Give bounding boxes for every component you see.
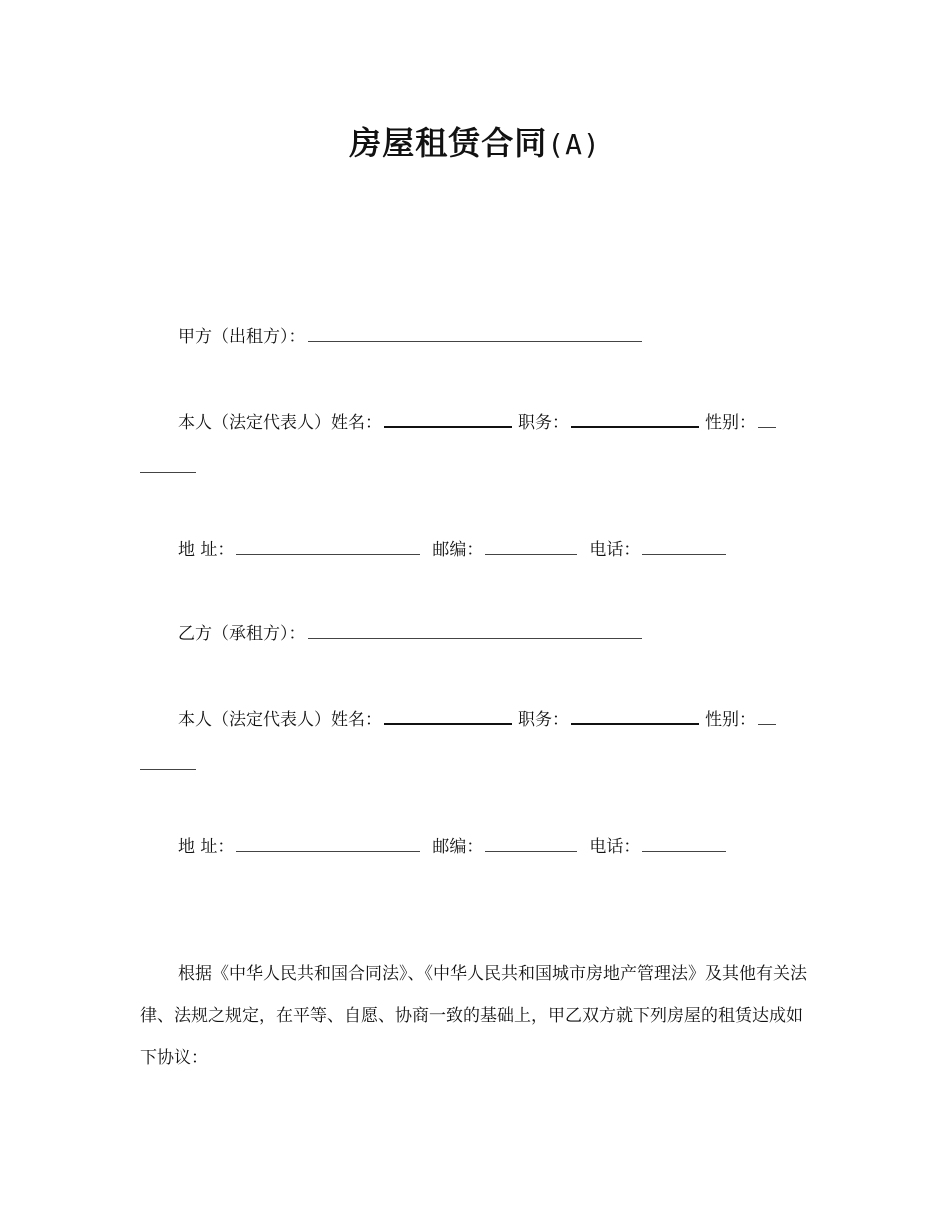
party-b-position-label: 职务： bbox=[518, 710, 569, 730]
document-title bbox=[0, 118, 950, 164]
party-a-position-label: 职务： bbox=[518, 413, 569, 433]
party-b-gender-label: 性别： bbox=[705, 710, 756, 730]
party-b-address-blank[interactable] bbox=[236, 835, 420, 852]
party-a-postcode-label: 邮编： bbox=[432, 540, 484, 560]
party-b-phone-blank[interactable] bbox=[642, 835, 726, 852]
party-b-line bbox=[178, 622, 648, 646]
party-a-phone-blank[interactable] bbox=[642, 538, 726, 555]
party-a-address-line bbox=[178, 538, 732, 562]
party-a-rep-line bbox=[178, 410, 776, 435]
party-a-gender-blank-continued[interactable] bbox=[140, 472, 196, 473]
party-b-gender-blank-continued[interactable] bbox=[140, 769, 196, 770]
party-b-name-blank[interactable] bbox=[308, 622, 642, 639]
party-a-address-label: 地 址： bbox=[178, 540, 235, 560]
party-b-rep-line bbox=[178, 707, 776, 732]
party-a-gender-blank[interactable] bbox=[758, 411, 776, 428]
party-a-label: 甲方（出租方）： bbox=[178, 327, 306, 347]
party-b-label: 乙方（承租方）： bbox=[178, 624, 306, 644]
party-a-name-blank[interactable] bbox=[308, 325, 642, 342]
party-a-line bbox=[178, 325, 648, 349]
party-a-rep-name-blank[interactable] bbox=[384, 410, 512, 428]
party-a-gender-label: 性别： bbox=[705, 413, 756, 433]
title-text: 房屋租赁合同 bbox=[349, 124, 548, 162]
party-b-postcode-blank[interactable] bbox=[485, 835, 577, 852]
party-b-phone-label: 电话： bbox=[589, 837, 641, 857]
party-b-address-label: 地 址： bbox=[178, 837, 235, 857]
party-b-address-line bbox=[178, 835, 732, 859]
party-b-postcode-label: 邮编： bbox=[432, 837, 484, 857]
title-suffix: (A) bbox=[547, 128, 601, 161]
party-a-position-blank[interactable] bbox=[571, 410, 699, 428]
party-a-phone-label: 电话： bbox=[589, 540, 641, 560]
party-b-rep-name-blank[interactable] bbox=[384, 707, 512, 725]
party-b-rep-label: 本人（法定代表人）姓名： bbox=[178, 710, 382, 730]
preamble-paragraph: 根据《中华人民共和国合同法》、《中华人民共和国城市房地产管理法》及其他有关法律、法规之规定，在平等、自愿、协商一致的基础上，甲乙双方就下列房屋的租赁达成如下协议： bbox=[140, 964, 807, 1068]
party-a-rep-label: 本人（法定代表人）姓名： bbox=[178, 413, 382, 433]
party-a-address-blank[interactable] bbox=[236, 538, 420, 555]
party-b-gender-blank[interactable] bbox=[758, 708, 776, 725]
party-b-position-blank[interactable] bbox=[571, 707, 699, 725]
party-a-postcode-blank[interactable] bbox=[485, 538, 577, 555]
